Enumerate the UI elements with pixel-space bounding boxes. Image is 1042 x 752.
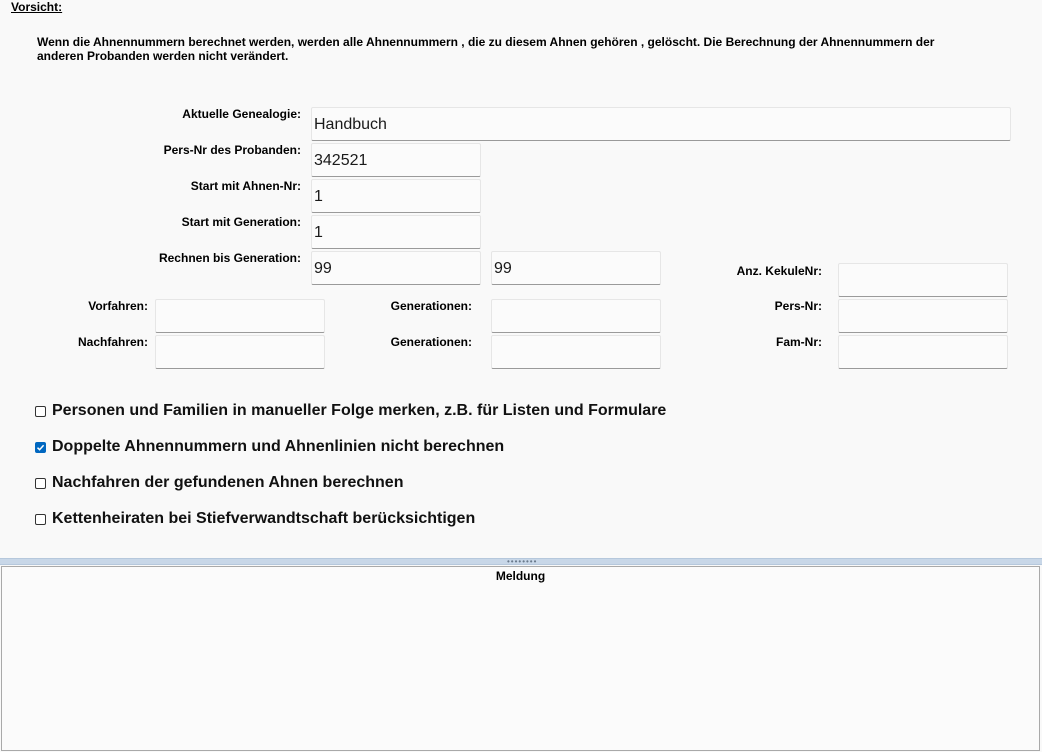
rechnen-field-2[interactable] [491,251,661,285]
message-panel-title: Meldung [495,569,546,583]
generationen-label-2: Generationen: [390,335,472,349]
vorfahren-field[interactable] [155,299,325,333]
persnr-label: Pers-Nr: [774,299,822,313]
kekule-label: Anz. KekuleNr: [736,264,822,278]
vorfahren-label: Vorfahren: [88,299,148,313]
warning-title: Vorsicht: [11,0,63,14]
famnr-field[interactable] [838,335,1008,369]
persnr-field[interactable] [838,299,1008,333]
message-panel [1,566,1040,751]
checkbox-no-duplicate-numbers[interactable] [35,442,46,453]
rechnen-label: Rechnen bis Generation: [158,251,301,265]
genealogy-field[interactable] [311,107,1011,141]
nachfahren-label: Nachfahren: [77,335,148,349]
start-ahnen-label: Start mit Ahnen-Nr: [190,179,301,193]
start-generation-field[interactable] [311,215,481,249]
genealogy-label: Aktuelle Genealogie: [182,107,301,121]
option-chain-marriages[interactable] [35,509,475,529]
option-manual-order[interactable] [35,401,666,421]
checkbox-descendants[interactable] [35,478,46,489]
option-label: Kettenheiraten bei Stiefverwandtschaft berücksichtigen [52,510,476,527]
nachfahren-field[interactable] [155,335,325,369]
option-descendants[interactable] [35,473,403,493]
option-label: Personen und Familien in manueller Folge merken, z.B. für Listen und Formulare [52,402,667,419]
start-generation-label: Start mit Generation: [181,215,301,229]
generationen-label-1: Generationen: [390,299,472,313]
checkbox-chain-marriages[interactable] [35,514,46,525]
proband-field[interactable] [311,143,481,177]
kekule-field[interactable] [838,263,1008,297]
famnr-label: Fam-Nr: [775,335,822,349]
option-label: Nachfahren der gefundenen Ahnen berechnen [52,474,404,491]
generationen-field-2[interactable] [491,335,661,369]
panel-splitter[interactable] [0,558,1042,565]
option-label: Doppelte Ahnennummern und Ahnenlinien nicht berechnen [52,438,505,455]
option-no-duplicate-numbers[interactable] [35,437,504,457]
start-ahnen-field[interactable] [311,179,481,213]
checkbox-manual-order[interactable] [35,406,46,417]
generationen-field-1[interactable] [491,299,661,333]
proband-label: Pers-Nr des Probanden: [163,143,301,157]
warning-text: Wenn die Ahnennummern berechnet werden, werden alle Ahnennummern , die zu diesem Ahnen gehören , gelöscht. Die Berechnung der Ahnennummern der anderen Probanden werden nicht verändert. [37,35,935,63]
grip-icon: •••••••• [507,557,538,566]
checkmark-icon [36,443,45,452]
rechnen-field-1[interactable] [311,251,481,285]
